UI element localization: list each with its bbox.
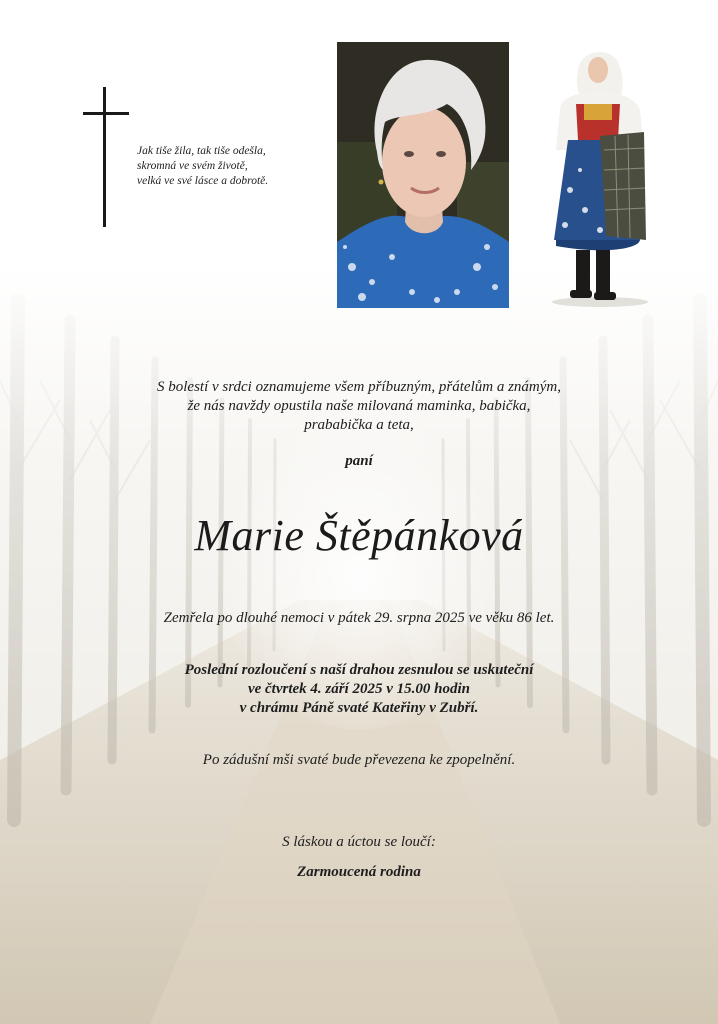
announcement [0, 378, 718, 435]
folk-costume-photo [540, 40, 670, 310]
memorial-verse [137, 144, 337, 189]
death-info: Zemřela po dlouhé nemoci v pátek 29. srpna 2025 ve věku 86 let. [163, 610, 555, 626]
farewell-line: Poslední rozloučení s naší drahou zesnulou se uskuteční [184, 662, 534, 678]
announcement-line: prababička a teta, [304, 417, 414, 433]
portrait-photo [337, 42, 509, 308]
signature: Zarmoucená rodina [297, 864, 421, 880]
closing-line: S láskou a úctou se loučí: [282, 834, 436, 850]
farewell-line: v chrámu Páně svaté Kateřiny v Zubří. [239, 700, 479, 716]
honorific: paní [345, 453, 373, 469]
deceased-name: Marie Štěpánková [194, 511, 524, 560]
cross-icon [83, 87, 129, 227]
verse-line: skromná ve svém životě, [137, 160, 248, 172]
verse-line: Jak tiše žila, tak tiše odešla, [137, 145, 266, 157]
farewell-details [0, 661, 718, 718]
announcement-line: S bolestí v srdci oznamujeme všem příbuzným, přátelům a známým, [157, 379, 561, 395]
cremation-note: Po zádušní mši svaté bude převezena ke zpopelnění. [202, 752, 516, 768]
verse-line: velká ve své lásce a dobrotě. [137, 175, 269, 187]
farewell-line: ve čtvrtek 4. září 2025 v 15.00 hodin [247, 681, 471, 697]
announcement-line: že nás navždy opustila naše milovaná maminka, babička, [187, 398, 531, 414]
